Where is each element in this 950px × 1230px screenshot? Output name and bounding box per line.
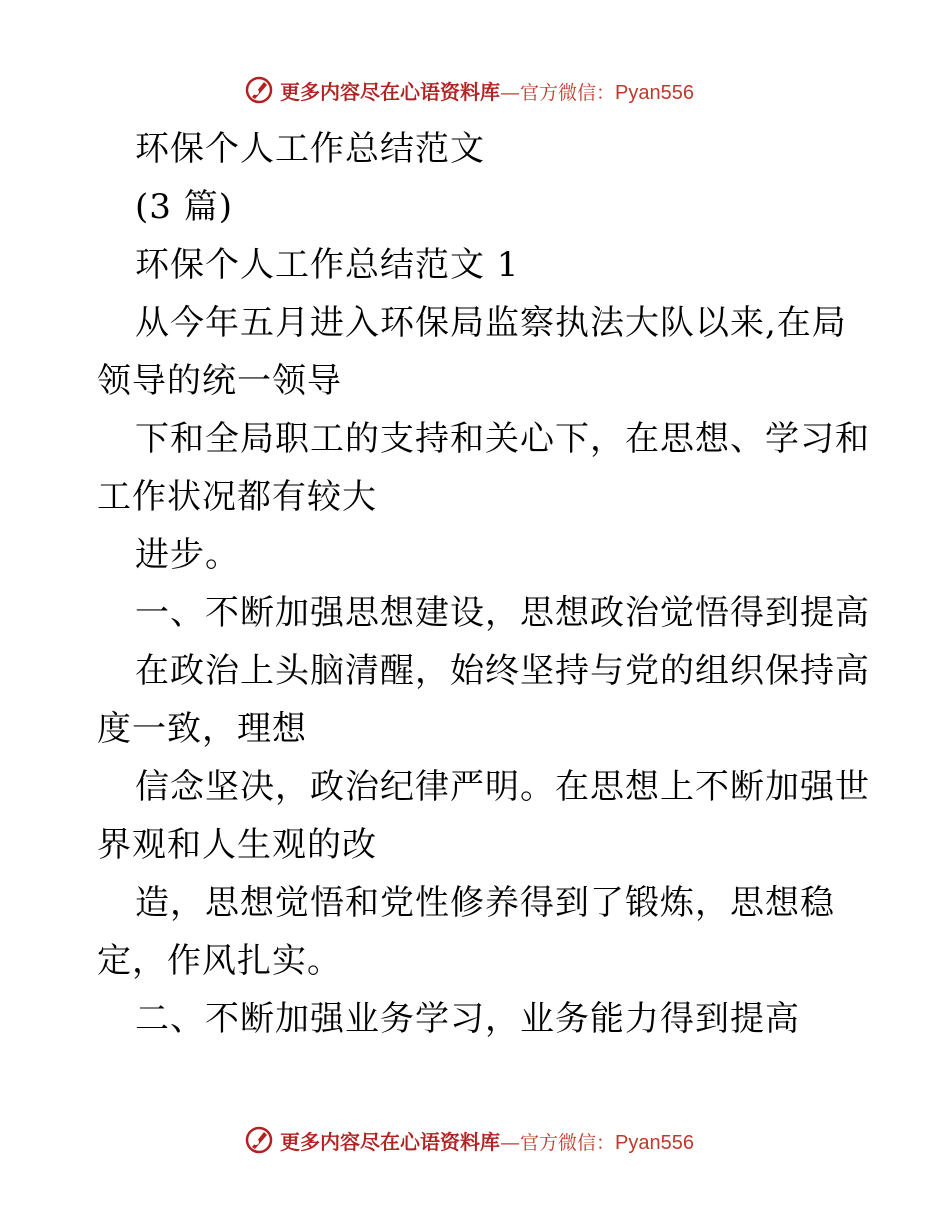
document-subtitle: (3 篇) — [135, 187, 233, 227]
paragraph-line: 定，作风扎实。 — [97, 941, 342, 981]
header-banner — [0, 70, 950, 110]
paragraph-line: 工作状况都有较大 — [97, 477, 377, 517]
subsection-heading: 一、不断加强思想建设，思想政治觉悟得到提高 — [135, 593, 870, 633]
paragraph-line: 下和全局职工的支持和关心下，在思想、学习和 — [135, 419, 870, 459]
library-logo-icon — [244, 75, 274, 105]
paragraph-line: 进步。 — [135, 535, 240, 575]
footer-promo-text: 更多内容尽在心语资料库 — [280, 1129, 500, 1154]
document-body — [97, 120, 870, 1048]
document-title: 环保个人工作总结范文 — [135, 129, 485, 169]
section-heading: 环保个人工作总结范文 1 — [135, 245, 520, 285]
paragraph-line: 界观和人生观的改 — [97, 825, 377, 865]
header-wechat-label: 官方微信： — [520, 81, 616, 104]
paragraph-line: 领导的统一领导 — [97, 361, 342, 401]
footer-banner — [0, 1120, 950, 1160]
footer-separator: — — [500, 1129, 520, 1154]
paragraph-line: 度一致，理想 — [97, 709, 307, 749]
subsection-heading: 二、不断加强业务学习，业务能力得到提高 — [135, 999, 800, 1039]
library-logo-icon — [244, 1125, 274, 1155]
footer-wechat-id: Pyan556 — [615, 1131, 694, 1154]
footer-wechat-label: 官方微信： — [520, 1131, 616, 1154]
paragraph-line: 信念坚决，政治纪律严明。在思想上不断加强世 — [135, 767, 870, 807]
header-promo-text: 更多内容尽在心语资料库 — [280, 79, 500, 104]
header-separator: — — [500, 79, 520, 104]
paragraph-line: 在政治上头脑清醒，始终坚持与党的组织保持高 — [135, 651, 870, 691]
header-wechat-id: Pyan556 — [615, 81, 694, 104]
paragraph-line: 造，思想觉悟和党性修养得到了锻炼，思想稳 — [135, 883, 835, 923]
paragraph-line: 从今年五月进入环保局监察执法大队以来,在局 — [135, 303, 847, 343]
